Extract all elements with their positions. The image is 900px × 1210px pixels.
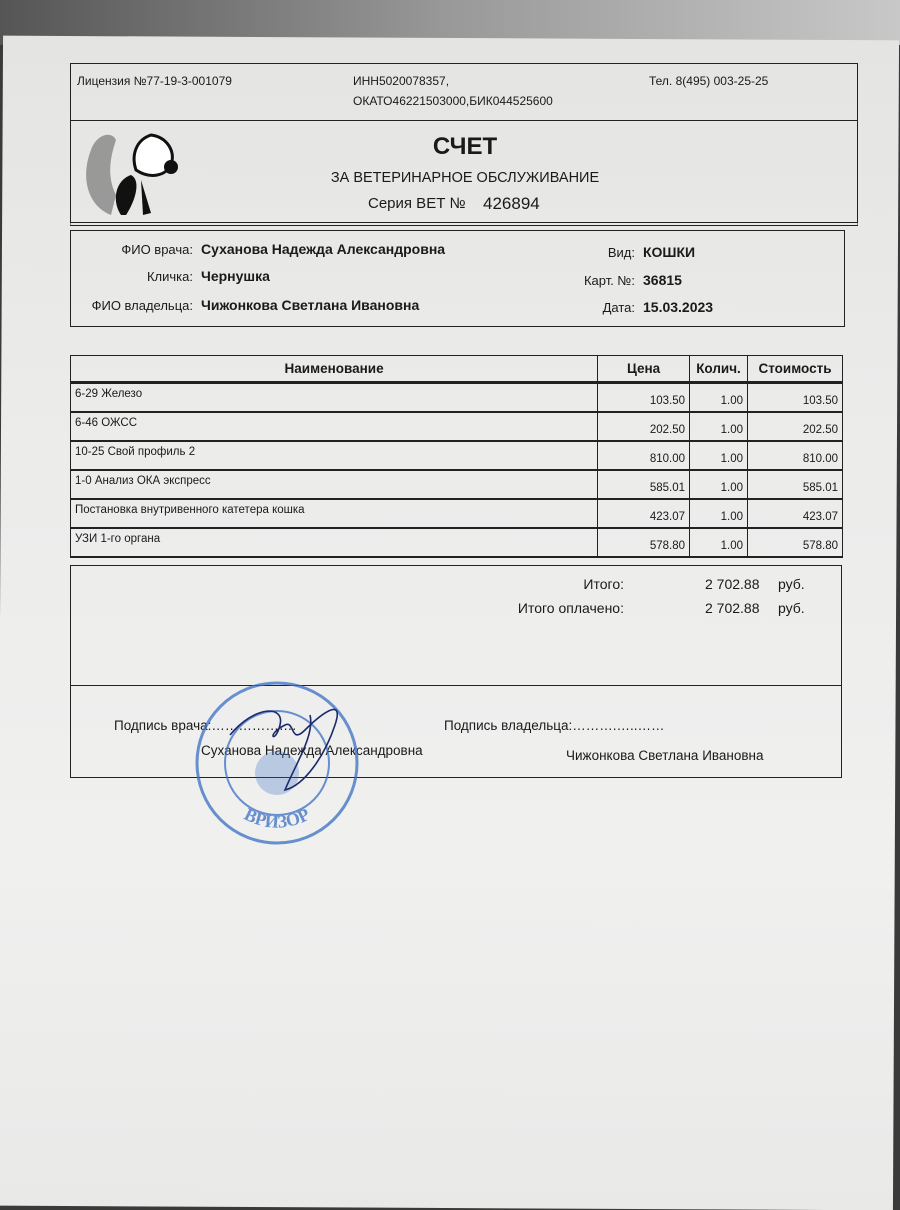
clinic-header xyxy=(70,63,858,121)
doctor-signature-icon xyxy=(225,695,365,795)
card-label: Карт. №: xyxy=(583,273,635,288)
table-row xyxy=(71,441,843,470)
date-label: Дата: xyxy=(602,300,635,315)
license: Лицензия №77-19-3-001079 xyxy=(77,74,232,88)
service-price: 578.80 xyxy=(598,528,690,557)
service-name: Постановка внутривенного катетера кошка xyxy=(71,499,598,528)
service-qty: 1.00 xyxy=(690,470,748,499)
service-qty: 1.00 xyxy=(690,383,748,412)
service-price: 103.50 xyxy=(598,383,690,412)
service-cost: 202.50 xyxy=(748,412,843,441)
service-cost: 810.00 xyxy=(748,441,843,470)
service-cost: 103.50 xyxy=(748,383,843,412)
col-name: Наименование xyxy=(71,356,598,383)
service-name: УЗИ 1-го органа xyxy=(71,528,598,557)
service-qty: 1.00 xyxy=(690,499,748,528)
total-label: Итого: xyxy=(583,576,624,592)
service-price: 585.01 xyxy=(598,470,690,499)
inn: ИНН5020078357, xyxy=(353,74,450,88)
table-row xyxy=(71,528,843,557)
owner-signature-label: Подпись владельца:……….…..…… xyxy=(444,718,665,733)
doctor-signature-label: Подпись врача:………………. xyxy=(114,718,297,733)
owner-signature-name: Чижонкова Светлана Ивановна xyxy=(566,748,764,763)
service-name: 10-25 Свой профиль 2 xyxy=(71,441,598,470)
pet-label: Кличка: xyxy=(146,269,193,284)
series-label: Серия ВЕТ № xyxy=(368,195,466,212)
owner-name: Чижонкова Светлана Ивановна xyxy=(201,297,420,313)
signatures-block xyxy=(70,685,842,778)
species-value: КОШКИ xyxy=(643,244,696,260)
col-cost: Стоимость xyxy=(748,356,843,383)
service-price: 202.50 xyxy=(598,412,690,441)
service-cost: 578.80 xyxy=(748,528,843,557)
table-row xyxy=(71,383,843,412)
table-row xyxy=(71,499,843,528)
col-price: Цена xyxy=(598,356,690,383)
service-cost: 585.01 xyxy=(748,470,843,499)
total-currency: руб. xyxy=(778,576,805,592)
services-table xyxy=(70,355,843,558)
col-qty: Колич. xyxy=(690,356,748,383)
service-price: 810.00 xyxy=(598,441,690,470)
service-qty: 1.00 xyxy=(690,441,748,470)
patient-info xyxy=(70,230,845,327)
table-row xyxy=(71,470,843,499)
card-number: 36815 xyxy=(643,272,682,288)
phone: Тел. 8(495) 003-25-25 xyxy=(649,74,769,88)
doctor-label: ФИО врача: xyxy=(121,242,193,257)
invoice-date: 15.03.2023 xyxy=(643,299,714,315)
paid-amount: 2 702.88 xyxy=(705,600,760,616)
species-label: Вид: xyxy=(607,245,635,260)
table-row xyxy=(71,412,843,441)
doctor-signature-name: Суханова Надежда Александровна xyxy=(201,743,423,758)
service-qty: 1.00 xyxy=(690,528,748,557)
service-price: 423.07 xyxy=(598,499,690,528)
total-amount: 2 702.88 xyxy=(705,576,760,592)
okato-bik: ОКАТО46221503000,БИК044525600 xyxy=(353,94,553,108)
title-block xyxy=(70,120,858,226)
paid-currency: руб. xyxy=(778,600,805,616)
owner-label: ФИО владельца: xyxy=(91,298,193,313)
service-name: 6-46 ОЖСС xyxy=(71,412,598,441)
series-number: 426894 xyxy=(483,194,540,213)
service-name: 6-29 Железо xyxy=(71,383,598,412)
svg-text:ВРИЗОР xyxy=(241,804,313,832)
document-subtitle: ЗА ВЕТЕРИНАРНОЕ ОБСЛУЖИВАНИЕ xyxy=(330,170,600,186)
service-qty: 1.00 xyxy=(690,412,748,441)
service-cost: 423.07 xyxy=(748,499,843,528)
paid-label: Итого оплачено: xyxy=(517,600,624,616)
document-title: СЧЕТ xyxy=(432,133,498,160)
totals-block xyxy=(70,565,842,686)
pet-name: Чернушка xyxy=(201,268,270,284)
stamp-text: ВРИЗОР xyxy=(241,803,313,832)
doctor-name: Суханова Надежда Александровна xyxy=(201,241,446,257)
service-name: 1-0 Анализ ОКА экспресс xyxy=(71,470,598,499)
